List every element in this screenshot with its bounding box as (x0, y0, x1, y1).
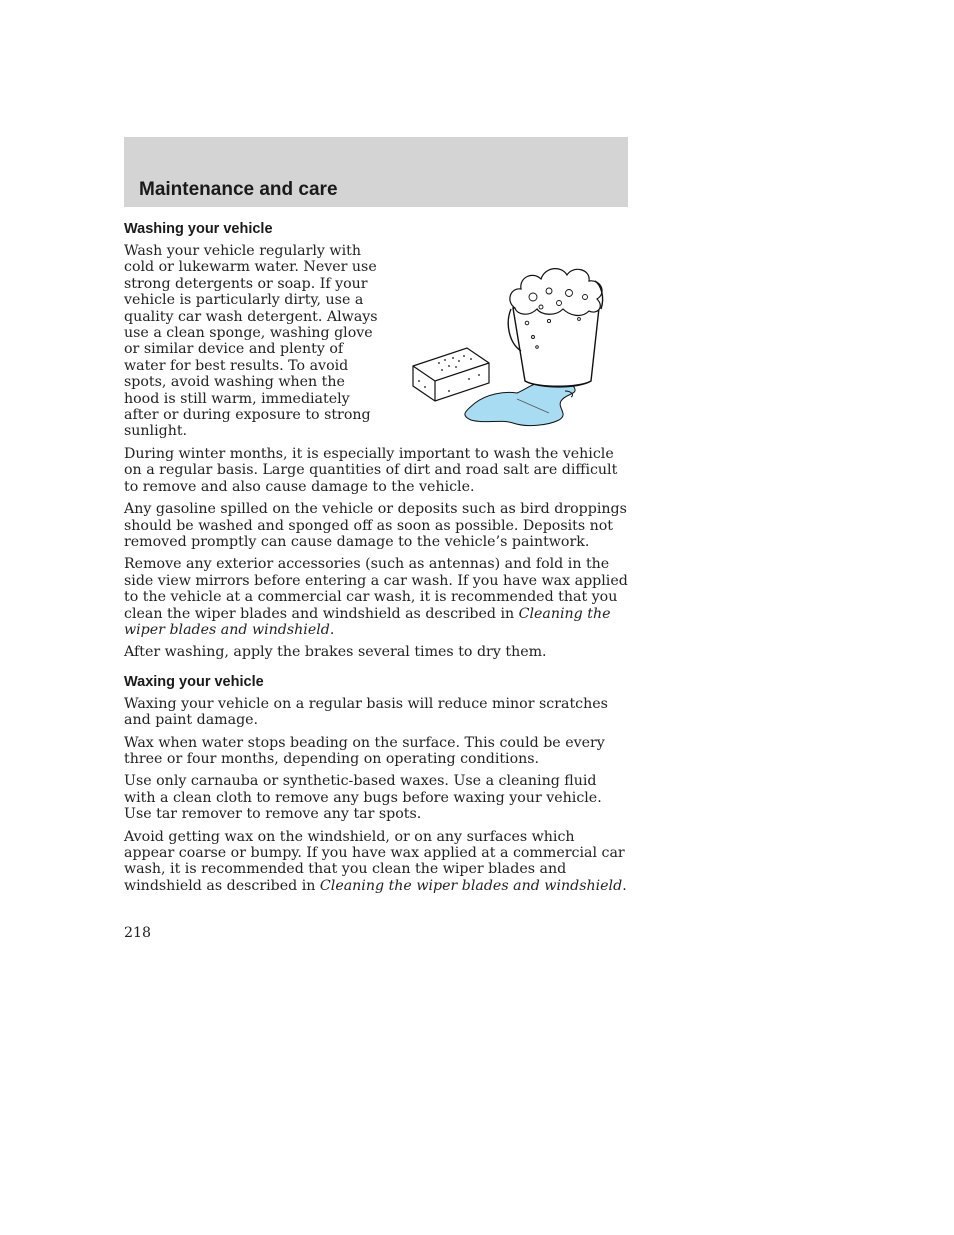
washing-intro-paragraph: Wash your vehicle regularly with cold or lukewarm water. Never use strong detergents or soap. If your vehicle is particularly dirty, use a quality car wash detergent. Always use a clean sponge, washing glove or similar device and plenty of water for best results. To avoid spots, avoid washing when the hood is still warm, immediately after or during exposure to strong sunlight. (124, 243, 378, 440)
waxing-beading-paragraph: Wax when water stops beading on the surface. This could be every three or four months, depending on operating conditions. (124, 734, 605, 767)
washing-intro-block (124, 243, 628, 440)
carwash-text: Remove any exterior accessories (such as antennas) and fold in the side view mirrors before entering a car wash. If you have wax applied to the vehicle at a commercial car wash, it is recommended that you clean the wiper blades and windshield as described in (124, 556, 628, 622)
washing-gasoline-paragraph: Any gasoline spilled on the vehicle or deposits such as bird droppings should be washed and sponged off as soon as possible. Deposits not removed promptly can cause damage to the vehicle’s paintwork. (124, 501, 627, 550)
wiper-blades-reference-2: Cleaning the wiper blades and windshield (319, 877, 623, 894)
washing-winter-paragraph: During winter months, it is especially important to wash the vehicle on a regular basis. Large quantities of dirt and road salt are difficult to remove and also cause damage to the vehicle. (124, 445, 618, 495)
waxing-section (124, 673, 628, 894)
page-content (124, 220, 628, 900)
section-header-band (124, 137, 628, 207)
avoid-text: Avoid getting wax on the windshield, or on any surfaces which appear coarse or bumpy. If you have wax applied at a commercial car wash, it is recommended that you clean the wiper blades and windshield as described in (124, 828, 625, 894)
washing-brakes-paragraph: After washing, apply the brakes several times to dry them. (124, 644, 547, 661)
waxing-carnauba-paragraph: Use only carnauba or synthetic-based waxes. Use a cleaning fluid with a clean cloth to remove any bugs before waxing your vehicle. Use tar remover to remove any tar spots. (124, 773, 602, 823)
section-title: Maintenance and care (139, 179, 338, 200)
avoid-end: . (622, 877, 627, 894)
carwash-end: . (329, 621, 335, 638)
washing-carwash-paragraph (124, 556, 628, 638)
waxing-regular-paragraph: Waxing your vehicle on a regular basis will reduce minor scratches and paint damage. (124, 695, 608, 729)
waxing-heading: Waxing your vehicle (124, 673, 264, 690)
wiper-blades-reference: Cleaning the wiper blades and windshield (124, 605, 611, 638)
page-number: 218 (124, 925, 152, 941)
waxing-avoid-paragraph (124, 829, 628, 895)
washing-heading: Washing your vehicle (124, 221, 273, 237)
bucket-sponge-water-icon (409, 263, 609, 428)
